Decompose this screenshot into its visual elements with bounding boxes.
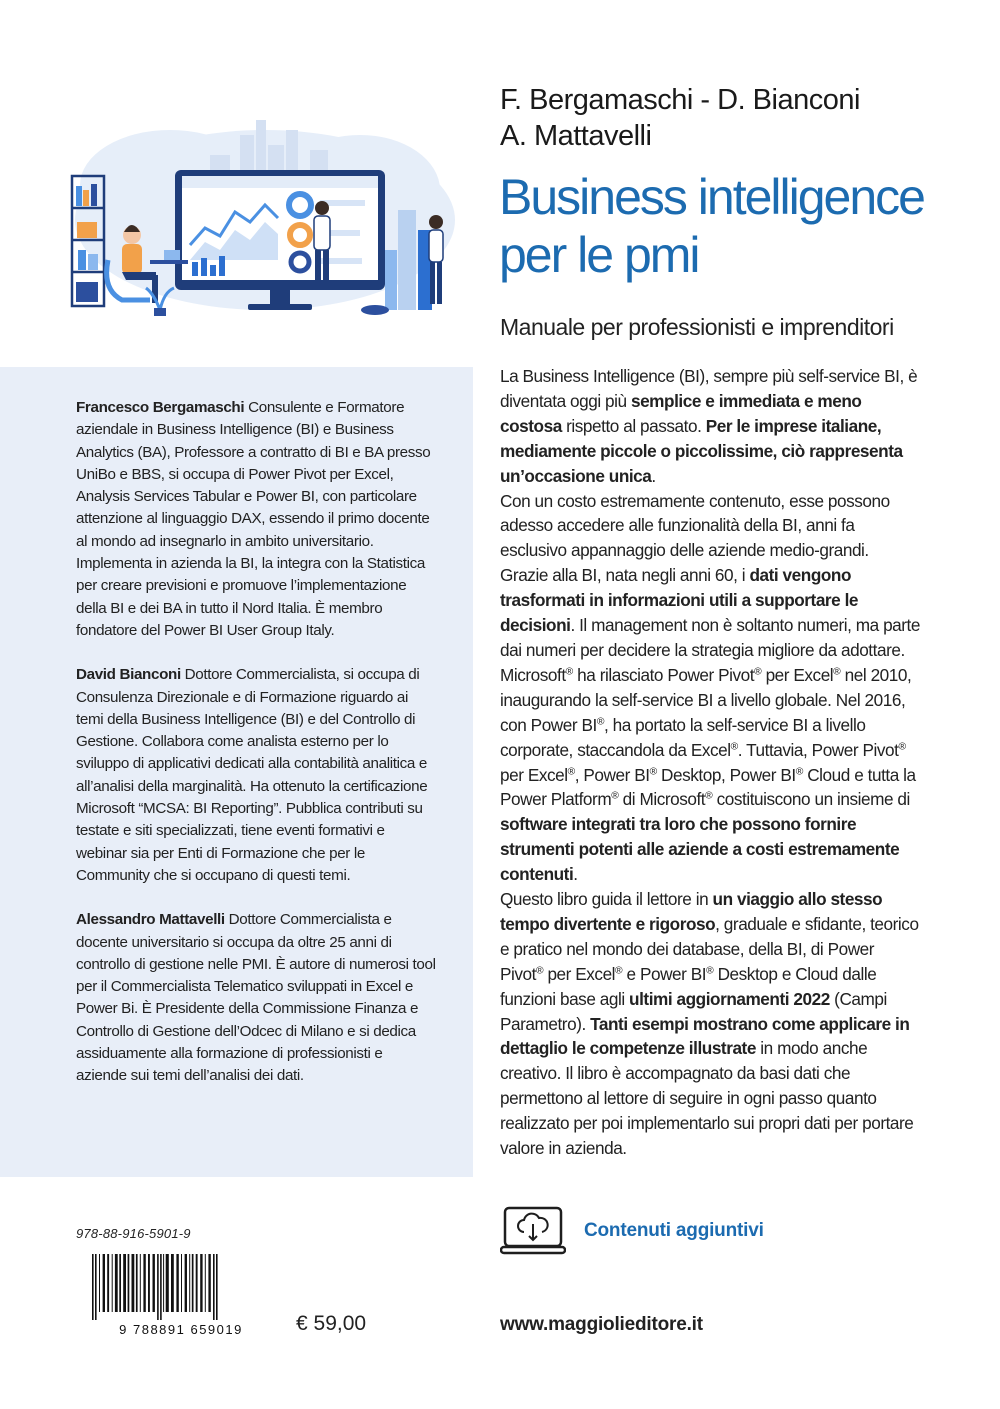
bio-mattavelli	[76, 909, 436, 1087]
book-subtitle: Manuale per professionisti e imprenditori	[500, 314, 894, 340]
author-bios	[76, 397, 436, 1110]
barcode-bar	[205, 1254, 206, 1312]
isbn: 978-88-916-5901-9	[76, 1226, 191, 1241]
bio-text: Dottore Commercialista e docente universitario si occupa da oltre 25 anni di controllo di gestione nelle PMI. È autore di numerosi tool per il Commercialista Telematico sviluppati in Excel e Power Bi. È Presidente della Commissione Finanza e Controllo di Gestione dell’Odcec di Milano e si dedica assiduamente alla formazione di professionisti e aziende sui temi dell’analisi dei dati.	[76, 911, 436, 1085]
business-analytics-illustration	[60, 110, 460, 330]
bio-name: David Bianconi	[76, 666, 181, 684]
barcode-bar	[136, 1254, 138, 1312]
price: € 59,00	[296, 1312, 367, 1335]
barcode-bar	[153, 1254, 155, 1312]
book-description: La Business Intelligence (BI), sempre più self-service BI, è diventata oggi più semplice e immediata e meno costosa rispetto al passato. Per le imprese italiane, mediamente piccole o piccolissime, ciò rappresenta un’occasione unica. Con un costo estremamente contenuto, esse possono adesso accedere alle funzionalità della BI, anni fa esclusivo appannaggio delle aziende medio-grandi. Grazie alla BI, nata negli anni 60, i dati vengono trasformati in informazioni utili a supportare le decisioni. Il management non è soltanto numeri, ma parte dai numeri per decidere la strategia migliore da adottare. Microsoft® ha rilasciato Power Pivot® per Excel® nel 2010, inaugurando la self-service BI a livello globale. Nel 2016, con Power BI®, ha portato la self-service BI a livello corporate, staccandola da Excel®. Tuttavia, Power Pivot® per Excel®, Power BI® Desktop, Power BI® Cloud e tutta la Power Platform® di Microsoft® costituiscono un insieme di software integrati tra loro che possono fornire strumenti potenti alle aziende a costi estremamente contenuti. Questo libro guida il lettore in un viaggio allo stesso tempo divertente e rigoroso, graduale e sfidante, teorico e pratico nel mondo dei database, della BI, di Power Pivot® per Excel® e Power BI® Desktop e Cloud dalle funzioni base agli ultimi aggiornamenti 2022 (Campi Parametro). Tanti esempi mostrano come applicare in dettaglio le competenze illustrate in modo anche creativo. Il libro è accompagnato da basi dati che permettono al lettore di seguire in ogni passo quanto realizzato per poi implementarlo sui propri dati per portare valore in azienda.	[500, 366, 920, 1159]
barcode-bar	[103, 1254, 105, 1312]
bio-bianconi	[76, 664, 436, 887]
cloud-download-monitor-icon	[500, 1206, 566, 1256]
bio-text: Dottore Commercialista, si occupa di Consulenza Direzionale e di Formazione riguardo ai temi della Business Intelligence (BI) e del Controllo di Gestione. Collabora come analista esterno per lo sviluppo di applicativi dedicati alla contabilità analitica e all’analisi della marginalità. Ha ottenuto la certificazione Microsoft “MCSA: BI Reporting”. Pubblica contributi su testate e siti specializzati, tiene eventi formativi e webinar sia per Enti di Formazione che per le Community che si occupano di questi temi.	[76, 666, 428, 884]
publisher-website[interactable]: www.maggiolieditore.it	[500, 1314, 703, 1335]
title-line-1: Business intelligence	[499, 169, 924, 225]
barcode-number: 9 788891 659019	[119, 1322, 243, 1336]
bio-name: Alessandro Mattavelli	[76, 911, 225, 929]
barcode-bar	[200, 1254, 202, 1312]
barcode-bar	[176, 1254, 178, 1312]
barcode-bar	[140, 1254, 141, 1312]
barcode-bar	[196, 1254, 198, 1312]
barcode-bar	[181, 1254, 182, 1312]
authors-line-2: A. Mattavelli	[500, 120, 652, 152]
barcode-bar	[216, 1254, 218, 1320]
barcode-bar	[192, 1254, 194, 1312]
extra-content-label[interactable]: Contenuti aggiuntivi	[584, 1220, 764, 1241]
barcode-bar	[132, 1254, 135, 1312]
book-title	[499, 168, 924, 284]
barcode-bar	[208, 1254, 210, 1312]
barcode-bar	[189, 1254, 190, 1312]
barcode-bar	[95, 1254, 97, 1320]
bio-text: Consulente e Formatore aziendale in Business Intelligence (BI) e Business Analytics (BA), Professore a contratto di BI e BA presso UniBo e BBS, si occupa di Power Pivot per Excel, Analysis Services Tabular e Power BI, con particolare attenzione al linguaggio DAX, essendo il primo docente al mondo ad insegnarlo in ambito universitario. Implementa in azienda la BI, la integra con la Statistica per creare previsioni e promuove l’implementazione della BI e dei BA in tutto il Nord Italia. È membro fondatore del Power BI User Group Italy.	[76, 399, 431, 639]
barcode-bar	[115, 1254, 118, 1312]
barcode	[86, 1252, 276, 1336]
barcode-bar	[157, 1254, 159, 1320]
barcode-bar	[107, 1254, 109, 1312]
barcode-bar	[160, 1254, 162, 1320]
extra-content[interactable]	[500, 1206, 764, 1256]
barcode-bar	[99, 1254, 100, 1312]
authors-line-1: F. Bergamaschi - D. Bianconi	[500, 84, 860, 116]
barcode-bar	[148, 1254, 150, 1312]
bio-bergamaschi	[76, 397, 436, 642]
authors	[500, 82, 860, 154]
bio-name: Francesco Bergamaschi	[76, 399, 245, 416]
barcode-bar	[166, 1254, 169, 1312]
barcode-bar	[171, 1254, 174, 1312]
title-line-2: per le pmi	[499, 227, 699, 283]
barcode-bar	[185, 1254, 187, 1312]
barcode-bar	[119, 1254, 121, 1312]
barcode-bar	[92, 1254, 94, 1320]
barcode-bar	[128, 1254, 130, 1312]
barcode-bar	[213, 1254, 215, 1320]
barcode-bar	[112, 1254, 113, 1312]
barcode-bar	[143, 1254, 145, 1312]
barcode-bar	[163, 1254, 164, 1312]
barcode-bar	[123, 1254, 126, 1312]
